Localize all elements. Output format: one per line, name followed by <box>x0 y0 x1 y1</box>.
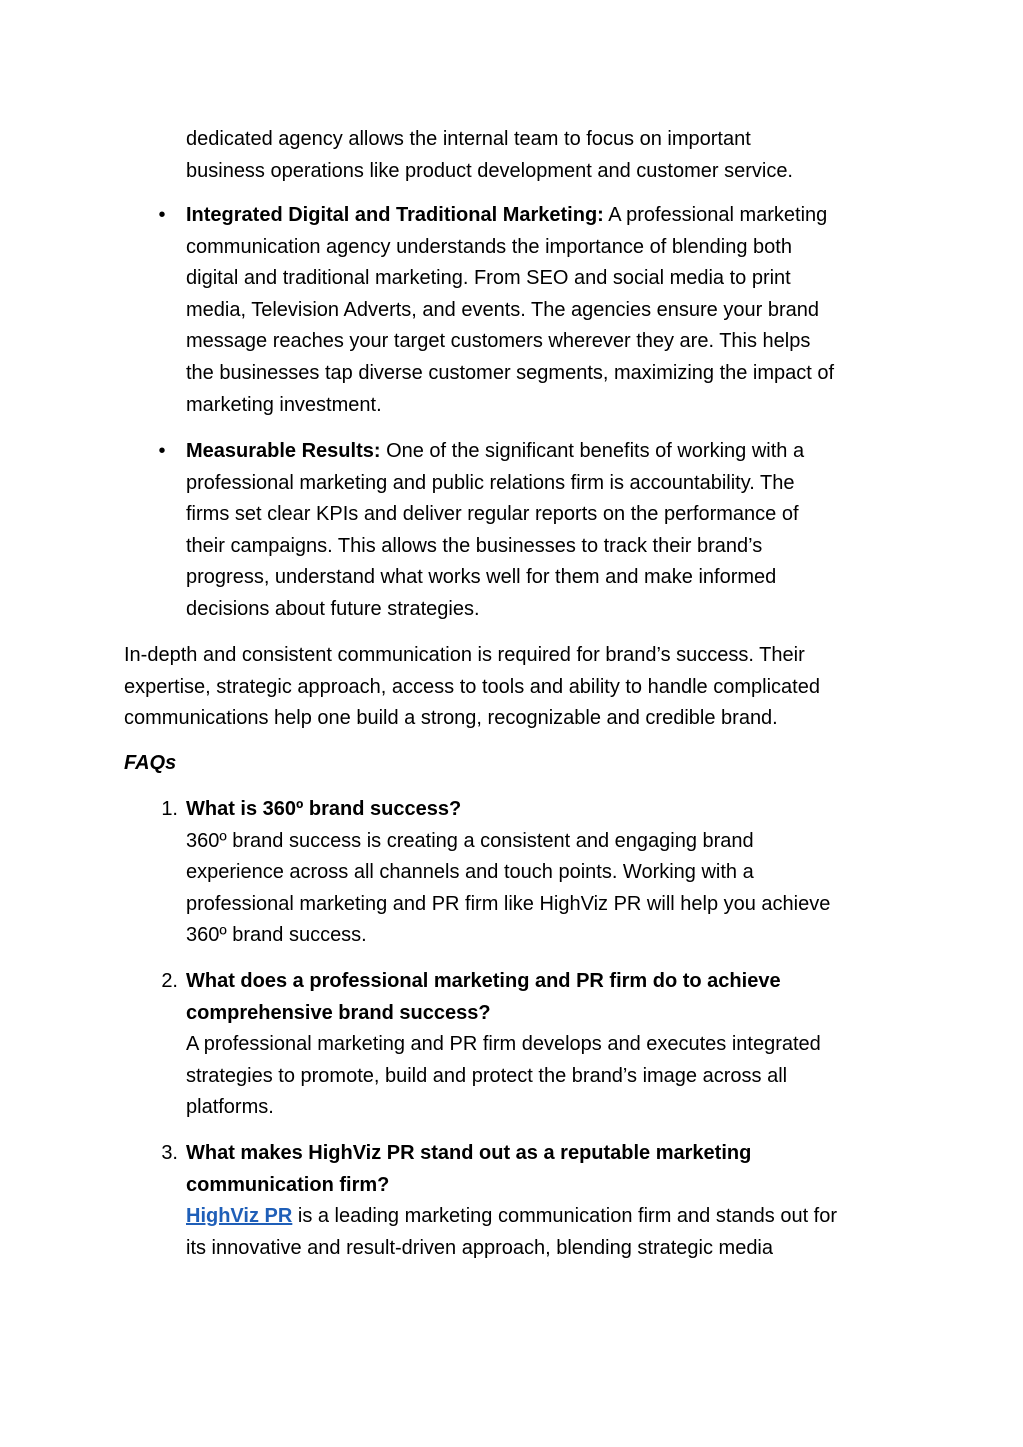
bullet-line: media, Television Adverts, and events. The agencies ensure your brand <box>186 298 819 321</box>
conclusion-line: communications help one build a strong, recognizable and credible brand. <box>124 707 778 730</box>
faq-answer-line: 360º brand success is creating a consistent and engaging brand <box>186 829 754 852</box>
continuation-paragraph <box>186 124 916 187</box>
bullet-marker: • <box>158 440 166 462</box>
continuation-line: business operations like product development and customer service. <box>186 159 793 182</box>
bullet-line: firms set clear KPIs and deliver regular reports on the performance of <box>186 503 799 526</box>
faq-answer-line: experience across all channels and touch points. Working with a <box>186 861 754 884</box>
faq-question: What makes HighViz PR stand out as a reputable marketing <box>186 1142 752 1164</box>
bullet-line: decisions about future strategies. <box>186 597 480 620</box>
faq-heading: FAQs <box>124 752 177 774</box>
bullet-line: their campaigns. This allows the businesses to track their brand’s <box>186 534 763 557</box>
bullet-marker: • <box>158 204 166 226</box>
bullet-line: One of the significant benefits of working with a <box>380 440 805 462</box>
faq-answer-line: A professional marketing and PR firm develops and executes integrated <box>186 1033 821 1056</box>
faq-answer-line: strategies to promote, build and protect the brand’s image across all <box>186 1064 788 1087</box>
faq-answer-text: is a leading marketing communication firm and stands out for <box>292 1205 838 1228</box>
bullet-line: digital and traditional marketing. From SEO and social media to print <box>186 267 791 290</box>
conclusion-line: In-depth and consistent communication is required for brand’s success. Their <box>124 644 805 666</box>
faq-answer-line <box>186 1201 916 1233</box>
faq-item <box>161 794 916 952</box>
faq-item <box>161 966 916 1124</box>
bullet-item-measurable-results <box>158 436 916 626</box>
faq-answer-line: 360º brand success. <box>186 924 367 947</box>
bullet-line: message reaches your target customers wherever they are. This helps <box>186 330 811 353</box>
bullet-line: progress, understand what works well for them and make informed <box>186 566 777 589</box>
faq-number: 1. <box>161 798 178 820</box>
conclusion-paragraph <box>124 640 914 735</box>
faq-number: 2. <box>161 970 178 992</box>
continuation-line: dedicated agency allows the internal team to focus on important <box>186 128 751 150</box>
bullet-line: communication agency understands the importance of blending both <box>186 235 792 258</box>
faq-question: What is 360º brand success? <box>186 798 462 820</box>
faq-number: 3. <box>161 1142 178 1164</box>
faq-answer-line: platforms. <box>186 1096 274 1119</box>
faq-question: communication firm? <box>186 1173 390 1196</box>
faq-item <box>161 1138 916 1264</box>
faq-answer-line: its innovative and result-driven approach, blending strategic media <box>186 1236 774 1259</box>
bullet-title: Measurable Results: <box>186 440 381 462</box>
bullet-line: the businesses tap diverse customer segments, maximizing the impact of <box>186 361 835 384</box>
bullet-line: A professional marketing <box>603 204 828 226</box>
bullet-line: professional marketing and public relations firm is accountability. The <box>186 471 795 494</box>
conclusion-line: expertise, strategic approach, access to tools and ability to handle complicated <box>124 675 820 698</box>
bullet-item-integrated-marketing <box>158 200 916 421</box>
faq-question: What does a professional marketing and PR firm do to achieve <box>186 970 781 992</box>
faq-answer-line: professional marketing and PR firm like HighViz PR will help you achieve <box>186 892 831 915</box>
bullet-title: Integrated Digital and Traditional Marketing: <box>186 204 604 226</box>
bullet-line: marketing investment. <box>186 393 382 416</box>
faq-question: comprehensive brand success? <box>186 1001 491 1024</box>
highviz-pr-link[interactable]: HighViz PR <box>186 1205 293 1228</box>
